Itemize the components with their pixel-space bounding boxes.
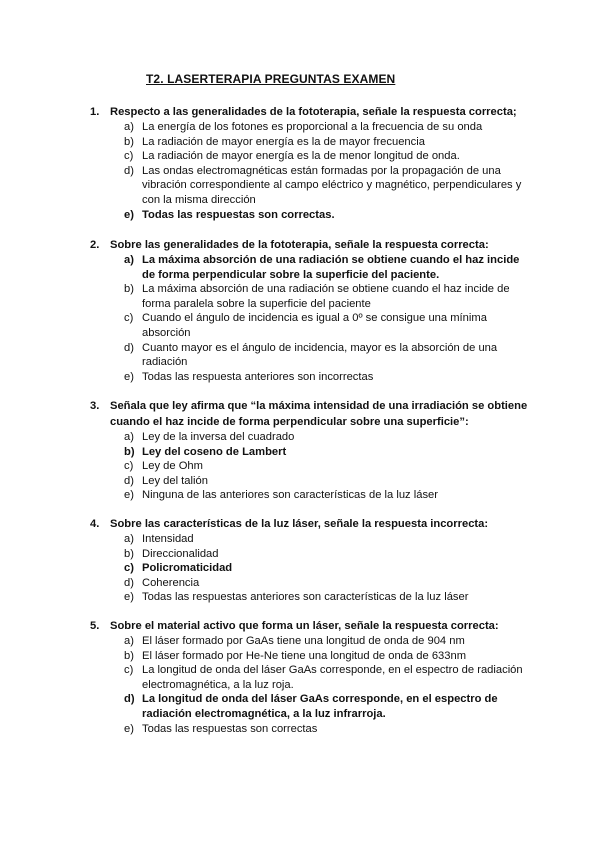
- option-letter: c): [124, 312, 134, 325]
- option-letter: b): [124, 547, 134, 560]
- question-1: [90, 104, 530, 222]
- option-c: [90, 663, 530, 692]
- option-text: Todas las respuestas anteriores son características de la luz láser: [142, 591, 469, 604]
- option-text: Ley del talión: [142, 474, 208, 487]
- option-a-correct: [90, 253, 530, 282]
- option-d: [90, 474, 530, 489]
- option-d-correct: [90, 692, 530, 721]
- option-b-correct: [90, 445, 530, 460]
- option-text: La longitud de onda del láser GaAs corresponde, en el espectro de radiación electromagnética, a la luz infrarroja.: [142, 693, 498, 720]
- option-text: Ley de Ohm: [142, 460, 203, 473]
- option-b: [90, 547, 530, 562]
- question-number: 4.: [90, 518, 100, 530]
- option-list: [90, 634, 530, 736]
- question-number: 3.: [90, 400, 100, 412]
- question-text: Sobre las características de la luz láser, señale la respuesta incorrecta:: [110, 518, 489, 530]
- option-letter: b): [124, 135, 134, 148]
- option-letter: d): [124, 576, 134, 589]
- option-letter: c): [124, 150, 134, 163]
- option-letter: d): [124, 341, 134, 354]
- option-c: [90, 459, 530, 474]
- option-text: La máxima absorción de una radiación se obtiene cuando el haz incide de forma paralela sobre la superficie del paciente: [142, 283, 510, 310]
- option-text: La máxima absorción de una radiación se obtiene cuando el haz incide de forma perpendicular sobre la superficie del paciente.: [142, 254, 520, 281]
- option-text: La energía de los fotones es proporcional a la frecuencia de su onda: [142, 121, 483, 133]
- option-c: [90, 311, 530, 340]
- option-d: [90, 164, 530, 208]
- option-text: Cuanto mayor es el ángulo de incidencia, mayor es la absorción de una radiación: [142, 341, 498, 369]
- option-text: Coherencia: [142, 576, 200, 589]
- option-d: [90, 341, 530, 370]
- document-title: T2. LASERTERAPIA PREGUNTAS EXAMEN: [146, 72, 396, 86]
- option-text: Todas las respuestas son correctas.: [142, 208, 335, 221]
- question-number: 5.: [90, 620, 100, 632]
- question-text: Respecto a las generalidades de la fototerapia, señale la respuesta correcta;: [110, 106, 517, 118]
- option-text: Las ondas electromagnéticas están formadas por la propagación de una vibración correspondiente al campo eléctrico y magnético, perpendiculares y con la misma dirección: [142, 164, 522, 206]
- option-letter: e): [124, 591, 134, 604]
- option-e: [90, 370, 530, 385]
- option-letter: c): [124, 562, 134, 575]
- option-list: [90, 120, 530, 222]
- option-list: [90, 532, 530, 605]
- option-letter: b): [124, 649, 134, 662]
- question-text: Señala que ley afirma que “la máxima intensidad de una irradiación se obtiene cuando el haz incide de forma perpendicular sobre una superficie”:: [110, 400, 528, 428]
- question-header: [90, 618, 530, 634]
- option-text: Direccionalidad: [142, 547, 219, 560]
- question-3: [90, 398, 530, 503]
- option-text: Intensidad: [142, 533, 194, 545]
- option-letter: c): [124, 460, 134, 473]
- option-text: La longitud de onda del láser GaAs corresponde, en el espectro de radiación electromagnética, a la luz roja.: [142, 664, 523, 691]
- option-list: [90, 430, 530, 503]
- option-e: [90, 590, 530, 605]
- option-c: [90, 149, 530, 164]
- question-text: Sobre las generalidades de la fototerapia, señale la respuesta correcta:: [110, 239, 489, 251]
- option-letter: a): [124, 121, 134, 133]
- option-letter: b): [124, 445, 135, 458]
- option-text: Ley del coseno de Lambert: [142, 445, 287, 458]
- question-header: [90, 516, 530, 532]
- option-text: El láser formado por He-Ne tiene una longitud de onda de 633nm: [142, 649, 467, 662]
- option-letter: e): [124, 370, 134, 383]
- option-text: Ley de la inversa del cuadrado: [142, 431, 295, 443]
- option-a: [90, 430, 530, 445]
- option-b: [90, 135, 530, 150]
- option-text: La radiación de mayor energía es la de mayor frecuencia: [142, 135, 425, 148]
- option-letter: e): [124, 722, 134, 735]
- question-header: [90, 104, 530, 120]
- option-list: [90, 253, 530, 384]
- option-letter: a): [124, 431, 134, 443]
- question-2: [90, 237, 530, 384]
- question-header: [90, 237, 530, 253]
- option-letter: a): [124, 254, 134, 266]
- option-a: [90, 634, 530, 649]
- question-4: [90, 516, 530, 605]
- option-letter: a): [124, 533, 134, 545]
- option-letter: d): [124, 693, 135, 706]
- option-text: El láser formado por GaAs tiene una longitud de onda de 904 nm: [142, 635, 465, 647]
- question-text: Sobre el material activo que forma un láser, señale la respuesta correcta:: [110, 620, 499, 632]
- option-letter: d): [124, 164, 134, 177]
- option-letter: b): [124, 283, 134, 296]
- question-5: [90, 618, 530, 736]
- option-e-correct: [90, 208, 530, 223]
- option-c-correct: [90, 561, 530, 576]
- option-e: [90, 722, 530, 737]
- option-letter: c): [124, 664, 134, 677]
- option-text: Ninguna de las anteriores son características de la luz láser: [142, 489, 438, 502]
- option-letter: d): [124, 474, 134, 487]
- question-number: 2.: [90, 239, 100, 251]
- option-b: [90, 649, 530, 664]
- option-b: [90, 282, 530, 311]
- option-text: Policromaticidad: [142, 562, 233, 575]
- option-text: Todas las respuesta anteriores son incorrectas: [142, 370, 374, 383]
- option-letter: e): [124, 208, 134, 221]
- question-header: [90, 398, 530, 430]
- option-text: Cuando el ángulo de incidencia es igual a 0º se consigue una mínima absorción: [142, 312, 487, 339]
- option-text: Todas las respuestas son correctas: [142, 722, 318, 735]
- option-text: La radiación de mayor energía es la de menor longitud de onda.: [142, 150, 460, 163]
- option-letter: e): [124, 489, 134, 502]
- option-letter: a): [124, 635, 134, 647]
- question-number: 1.: [90, 106, 100, 118]
- option-a: [90, 532, 530, 547]
- option-a: [90, 120, 530, 135]
- option-e: [90, 488, 530, 503]
- option-d: [90, 576, 530, 591]
